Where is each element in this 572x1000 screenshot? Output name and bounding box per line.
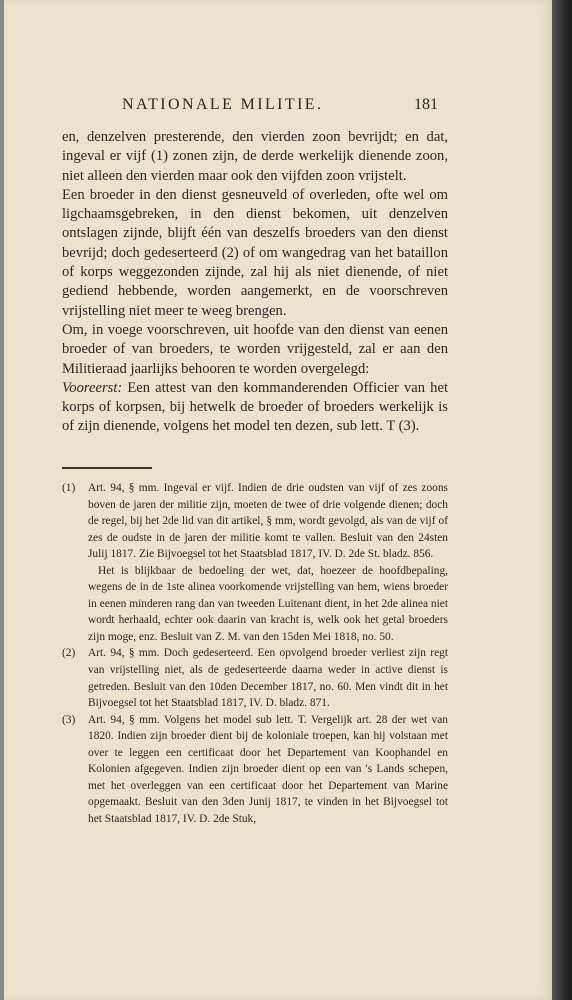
paragraph-4 <box>62 379 448 437</box>
footnote-text: Art. 94, § mm. Doch gedeserteerd. Een opvolgend broeder verliest zijn regt van vrijstelling niet, als de gedeserteerde daarna weder in active dienst is getreden. Besluit van den 10den December 1817, no. 60. Men vindt dit in het Bijvoegsel tot het Staatsblad 1817, IV. D. bladz. 871. <box>88 647 448 710</box>
page-number: 181 <box>414 96 438 113</box>
running-title: NATIONALE MILITIE. <box>122 96 324 113</box>
footnote-text: Art. 94, § mm. Volgens het model sub lett. T. Vergelijk art. 28 der wet van 1820. Indien zijn broeder dient bij de koloniale troepen, kan hij volstaan met over te leggen een certificaat door het Departement van Koophandel en Kolonien afgegeven. Indien zijn broeder dient op een van 's Lands schepen, met het overleggen van een certificaat door het Departement van Marine opgemaakt. Besluit van den 3den Junij 1817, te vinden in het Bijvoegsel tot het Staatsblad 1817, IV. D. 2de Stuk, <box>88 713 448 825</box>
footnote-marker: (1) <box>62 482 76 494</box>
footnote-2 <box>62 645 448 711</box>
footnote-1 <box>62 480 448 645</box>
paragraph-2: Een broeder in den dienst gesneuveld of overleden, ofte wel om ligchaamsgebreken, in den dienst bekomen, uit denzelven ontslagen zijnde, blijft één van deszelfs broeders van den dienst bevrijd; doch gedeserteerd (2) of om wangedrag van het bataillon of korps weggezonden zijnde, zal hij als niet dienende, of niet gediend hebbende, worden aangemerkt, en de voorschreven vrijstelling niet meer te weeg brengen. <box>62 186 448 319</box>
book-page <box>4 0 552 1000</box>
footnote-rule <box>62 467 152 469</box>
paragraph-3: Om, in voege voorschreven, uit hoofde van den dienst van eenen broeder of van broeders, te worden vrijgesteld, zal er aan den Militieraad jaarlijks behooren te worden overgelegd: <box>62 321 448 377</box>
footnotes <box>62 480 448 827</box>
paragraph-1: en, denzelven presterende, den vierden zoon bevrijdt; en dat, ingeval er vijf (1) zonen zijn, de derde werkelijk dienende zoon, niet alleen den vierden maar ook den vijfden zoon vrijstelt. <box>62 129 448 184</box>
footnote-marker: (3) <box>62 713 76 726</box>
paragraph-4-lead: Vooreerst: <box>62 379 123 396</box>
footnote-3 <box>62 712 448 828</box>
main-text <box>62 128 448 437</box>
footnote-subparagraph: Het is blijkbaar de bedoeling der wet, dat, hoezeer de hoofdbepaling, wegens de in de 1ste alinea voorkomende vrijstelling van hem, wiens broeder in eenen minderen rang dan van tweeden Luitenant dient, in het 2de alinea niet wordt herhaald, echter ook daarin van kracht is, welk ook het getal broeders zijn moge, enz. Besluit van Z. M. van den 15den Mei 1818, no. 50. <box>88 564 448 643</box>
book-spine-edge <box>552 0 572 1000</box>
footnote-text: Art. 94, § mm. Ingeval er vijf. Indien de drie oudsten van vijf of zes zoons boven de jaren der militie zijn, moeten de twee of drie volgende dienen; doch de regel, bij het 2de lid van dit artikel, § mm, wordt gevolgd, als van de vijf of zes de oudste in de jaren der militie komt te vallen. Besluit van den 24sten Julij 1817. Zie Bijvoegsel tot het Staatsblad 1817, IV. D. 2de St. bladz. 856. <box>88 482 448 561</box>
footnote-marker: (2) <box>62 647 76 660</box>
running-header <box>122 96 438 114</box>
paragraph-4-text: Een attest van den kommanderenden Officier van het korps of korpsen, bij hetwelk de broeder of broeders werkelijk is of zijn dienende, volgens het model ten dezen, sub lett. T (3). <box>62 379 448 435</box>
